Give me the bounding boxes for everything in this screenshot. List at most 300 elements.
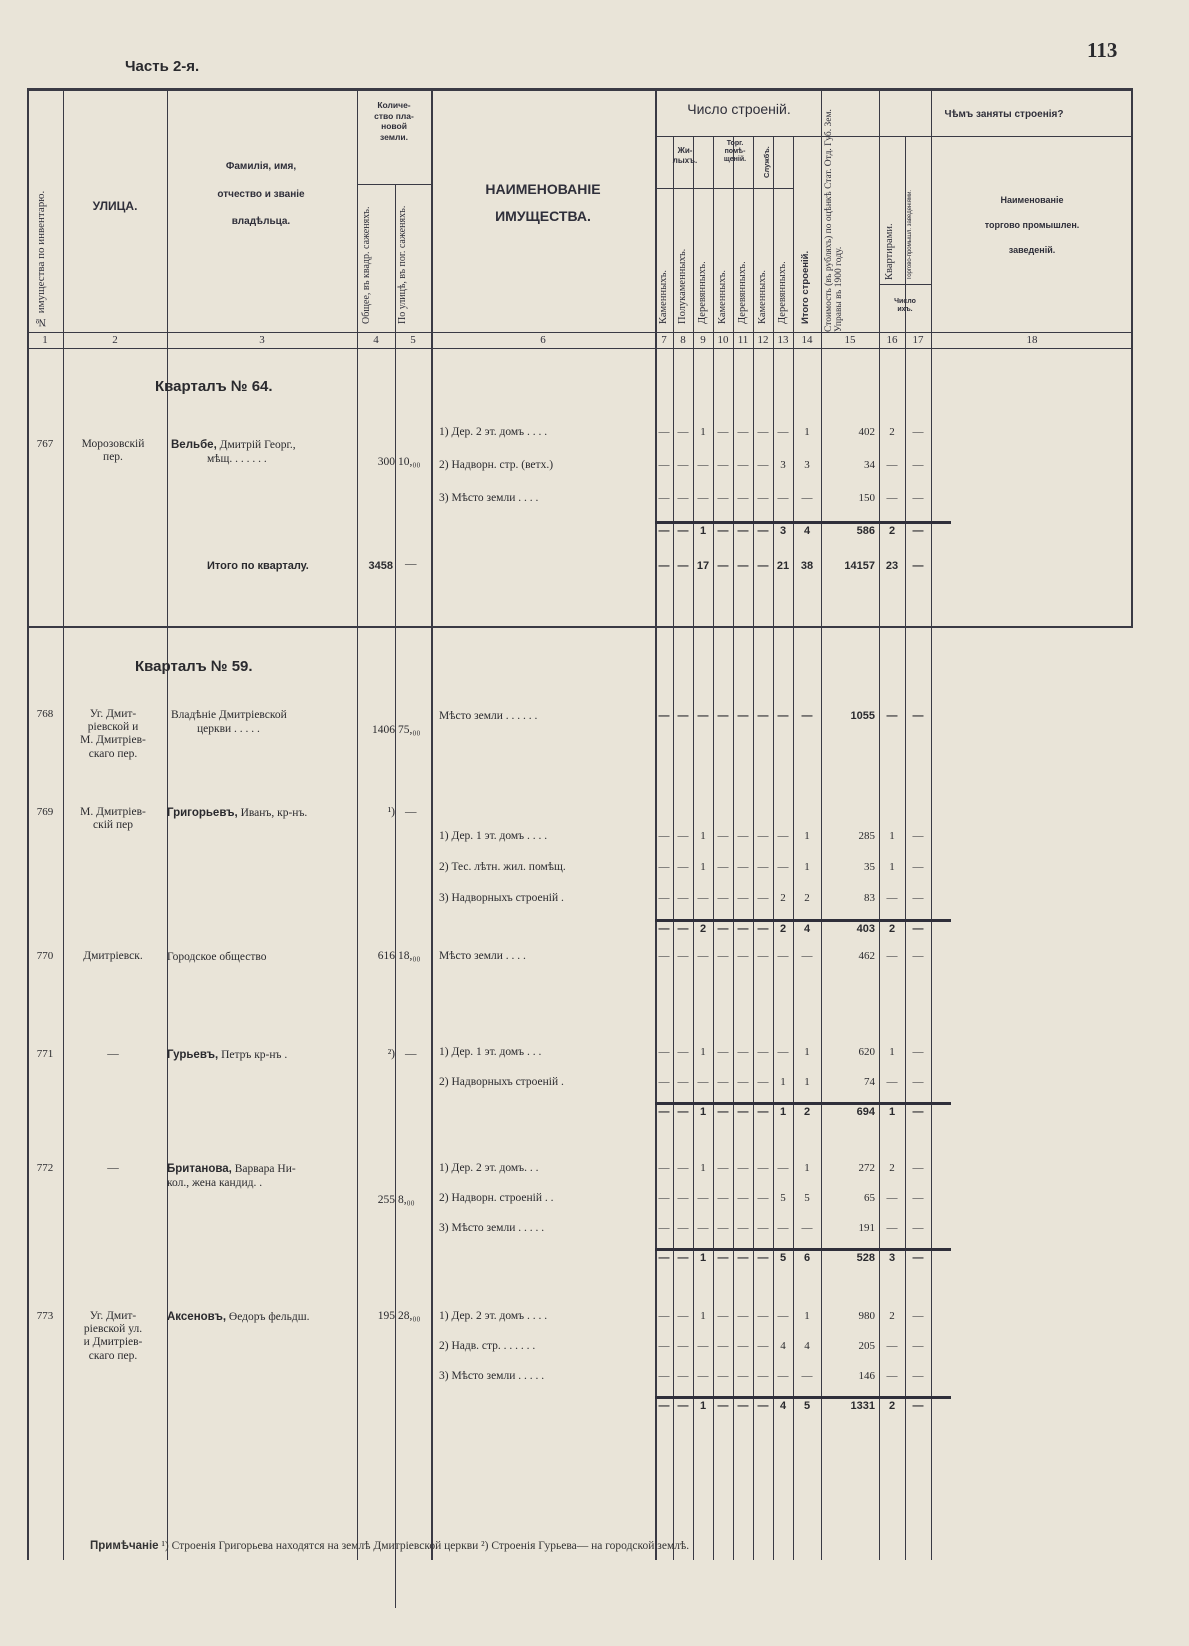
inv-772: 772 (36, 1162, 54, 1174)
column-number-10: 10 (717, 334, 729, 346)
e767-row3-c10: — (717, 492, 729, 504)
e772-row1-c11: — (737, 1162, 749, 1174)
e767-row1-c10: — (717, 426, 729, 438)
street-773-l1: Уг. Дмит- (89, 1310, 137, 1322)
column-number-1: 1 (42, 334, 48, 346)
e773-row3-c15: 146 (858, 1370, 875, 1382)
e767-row1-c9: 1 (700, 426, 706, 438)
e769-row1-c11: — (737, 830, 749, 842)
column-number-8: 8 (680, 334, 686, 346)
e770-row1-c9: — (697, 950, 709, 962)
owner-768-l2: церкви . . . . . (197, 723, 260, 736)
header-col3-line2: отчество и званіе (217, 188, 305, 200)
e771-total-c8: — (677, 1106, 689, 1118)
inv-770: 770 (36, 950, 54, 962)
e769-row3-c16: — (886, 892, 898, 904)
e771-row2-c7: — (658, 1076, 670, 1088)
land-subheader-rule (357, 184, 431, 185)
header-col16: Квартирами. (884, 223, 895, 280)
e767-total-rule (655, 521, 951, 524)
land-group-l2: ство пла- (374, 110, 414, 121)
e773-row2-c13: 4 (780, 1340, 786, 1352)
e768-row1-c12: — (757, 710, 769, 722)
e769-total-c15: 403 (856, 923, 875, 935)
e767-total-c8: — (677, 525, 689, 537)
e773-row3-c9: — (697, 1370, 709, 1382)
e772-total-c16: 3 (888, 1252, 896, 1264)
area-772: 255 (377, 1194, 395, 1206)
header-col5: По улицѣ, въ пог. саженяхъ. (397, 205, 408, 324)
e767-row1-c15: 402 (858, 426, 875, 438)
e771-row1-c13: — (777, 1046, 789, 1058)
e772-total-c15: 528 (856, 1252, 875, 1264)
e772-total-c7: — (658, 1252, 670, 1264)
e772-row1-c7: — (658, 1162, 670, 1174)
e771-total-c13: 1 (779, 1106, 787, 1118)
e773-total-c7: — (658, 1400, 670, 1412)
column-number-2: 2 (112, 334, 118, 346)
column-number-6: 6 (540, 334, 546, 346)
e769-total-c12: — (757, 923, 769, 935)
q64-total-c10: — (717, 560, 729, 572)
e771-row1-c15: 620 (858, 1046, 875, 1058)
e771-row1-c10: — (717, 1046, 729, 1058)
e773-row2-c9: — (697, 1340, 709, 1352)
column-number-3: 3 (259, 334, 265, 346)
e772-row3-c12: — (757, 1222, 769, 1234)
frame-top-rule (27, 88, 1133, 91)
e769-total-c13: 2 (779, 923, 787, 935)
area-770: 616 (377, 950, 395, 962)
e768-row1-c10: — (717, 710, 729, 722)
e771-row2-c15: 74 (864, 1076, 875, 1088)
e772-total-c8: — (677, 1252, 689, 1264)
owner-772-line2: кол., жена кандид. . (167, 1177, 263, 1190)
e768-row1-c14: — (801, 710, 813, 722)
e767-row1-c14: 1 (804, 426, 810, 438)
e767-row1-c8: — (677, 426, 689, 438)
living-l1: Жи- (677, 146, 693, 155)
e769-row2-c8: — (677, 861, 689, 873)
e771-total-c14: 2 (803, 1106, 811, 1118)
e770-row1-c17: — (912, 950, 924, 962)
col-rule-c5 (431, 88, 433, 1560)
e769-row1-c9: 1 (700, 830, 706, 842)
header-col11: Деревянныхъ. (737, 261, 748, 324)
frontage-769: — (405, 806, 417, 818)
occupied-subheader-rule (879, 136, 1133, 137)
street-769-l2: скій пер (93, 819, 133, 832)
e772-row3-c9: — (697, 1222, 709, 1234)
e769-row3-c10: — (717, 892, 729, 904)
q64-total-c15: 14157 (844, 560, 875, 572)
e773-row3-c14: — (801, 1370, 813, 1382)
frontage-771: — (405, 1048, 417, 1060)
owner-771-surname: Гурьевъ, (167, 1049, 219, 1061)
header-col9: Деревянныхъ. (697, 261, 708, 324)
q64-total-c14: 38 (800, 560, 814, 572)
e769-row3-c14: 2 (804, 892, 810, 904)
q64-total-c13: 21 (776, 560, 790, 572)
e773-row2-c8: — (677, 1340, 689, 1352)
e773-row1-c11: — (737, 1310, 749, 1322)
quarter-64-total-frontage: — (405, 558, 417, 570)
header-land-group (357, 100, 431, 143)
e769-row3-c15: 83 (864, 892, 875, 904)
e771-row2-c9: — (697, 1076, 709, 1088)
e769-total-rule (655, 919, 951, 922)
frontage-770: 18,₀₀ (398, 950, 421, 962)
owner-773-name: Өедоръ фельдш. (226, 1311, 310, 1323)
owner-769-surname: Григорьевъ, (167, 807, 238, 819)
area-767: 300 (377, 456, 395, 468)
e773-total-c16: 2 (888, 1400, 896, 1412)
trade-l3: щеній. (723, 156, 747, 164)
e773-row1-c17: — (912, 1310, 924, 1322)
e772-row2-c13: 5 (780, 1192, 786, 1204)
col-rule-c2 (167, 88, 168, 1560)
frame-right-rule (1131, 88, 1133, 628)
page-number: 113 (1087, 38, 1118, 62)
e767-row3-c7: — (658, 492, 670, 504)
header-col18 (931, 188, 1133, 264)
e767-row1-c13: — (777, 426, 789, 438)
street-767-l1: Морозовскій (81, 438, 145, 450)
e771-row1-property: 1) Дер. 1 эт. домъ . . . (439, 1046, 542, 1058)
e772-row3-c10: — (717, 1222, 729, 1234)
e772-row2-c7: — (658, 1192, 670, 1204)
e772-row1-c17: — (912, 1162, 924, 1174)
street-773-l2: ріевской ул. (83, 1323, 143, 1336)
e769-row1-c13: — (777, 830, 789, 842)
owner-773 (167, 1310, 355, 1324)
e767-row2-c13: 3 (780, 459, 786, 471)
street-768-l3: М. Дмитріев- (80, 734, 146, 747)
col-rule-c14 (821, 88, 822, 1560)
col-rule-c4 (395, 184, 396, 1608)
column-number-18: 18 (1026, 334, 1038, 346)
e773-row1-property: 1) Дер. 2 эт. домъ . . . . (439, 1310, 548, 1322)
owner-768-l1: Владѣніе Дмитріевской (171, 709, 287, 721)
e769-row1-c10: — (717, 830, 729, 842)
owner-771-name: Петръ кр-нъ . (218, 1049, 288, 1061)
header-col18-l2: торгово промышлен. (984, 220, 1080, 231)
street-767-l2: пер. (103, 451, 123, 464)
q64-total-c7: — (658, 560, 670, 572)
owner-768 (171, 708, 359, 737)
e773-row1-c14: 1 (804, 1310, 810, 1322)
e772-row3-c16: — (886, 1222, 898, 1234)
header-col12: Каменныхъ. (757, 269, 768, 324)
e769-row2-property: 2) Тес. лѣтн. жил. помѣщ. (439, 861, 566, 873)
e769-row3-c7: — (658, 892, 670, 904)
e769-total-c7: — (658, 923, 670, 935)
e772-row3-c7: — (658, 1222, 670, 1234)
street-770: Дмитріевск. (83, 950, 143, 962)
e772-row3-c14: — (801, 1222, 813, 1234)
e768-row1-c7: — (658, 710, 670, 722)
e769-row2-c12: — (757, 861, 769, 873)
header-col18-l1: Наименованіе (1000, 195, 1064, 205)
e772-row1-c12: — (757, 1162, 769, 1174)
e773-total-c17: — (912, 1400, 924, 1412)
column-number-17: 17 (912, 334, 924, 346)
e767-row1-property: 1) Дер. 2 эт. домъ . . . . (439, 426, 548, 438)
frontage-767: 10,₀₀ (398, 456, 421, 468)
quarter-64-title: Кварталъ № 64. (155, 378, 273, 395)
e772-total-c9: 1 (699, 1252, 707, 1264)
e773-row2-c16: — (886, 1340, 898, 1352)
header-col2: УЛИЦА. (92, 199, 138, 213)
e773-row2-c14: 4 (804, 1340, 810, 1352)
e767-row3-c8: — (677, 492, 689, 504)
e772-row1-c14: 1 (804, 1162, 810, 1174)
e767-row3-c12: — (757, 492, 769, 504)
e773-total-c14: 5 (803, 1400, 811, 1412)
e767-row2-c9: — (697, 459, 709, 471)
header-buildings-group: Число строеній. (687, 101, 791, 117)
e771-total-c7: — (658, 1106, 670, 1118)
e767-total-c16: 2 (888, 525, 896, 537)
e767-row1-c11: — (737, 426, 749, 438)
e771-row2-c13: 1 (780, 1076, 786, 1088)
e772-row3-property: 3) Мѣсто земли . . . . . (439, 1222, 545, 1234)
e769-row1-c17: — (912, 830, 924, 842)
e771-row1-c16: 1 (889, 1046, 895, 1058)
header-col13: Деревянныхъ. (777, 261, 788, 324)
area-768: 1406 (372, 724, 395, 736)
e771-row2-c17: — (912, 1076, 924, 1088)
e773-total-c9: 1 (699, 1400, 707, 1412)
e773-total-c8: — (677, 1400, 689, 1412)
e767-row3-property: 3) Мѣсто земли . . . . (439, 492, 539, 504)
header-col7: Каменныхъ. (658, 269, 669, 324)
street-771: — (107, 1048, 119, 1060)
e769-row2-c17: — (912, 861, 924, 873)
e773-row1-c8: — (677, 1310, 689, 1322)
street-768-l4: скаго пер. (88, 747, 138, 760)
e771-row2-c14: 1 (804, 1076, 810, 1088)
q64-total-c17: — (912, 560, 924, 572)
e767-row3-c16: — (886, 492, 898, 504)
e773-row3-c8: — (677, 1370, 689, 1382)
header-col3-line3: владѣльца. (231, 216, 291, 227)
e772-row2-c10: — (717, 1192, 729, 1204)
e769-row2-c13: — (777, 861, 789, 873)
e768-row1-c8: — (677, 710, 689, 722)
e773-row3-c11: — (737, 1370, 749, 1382)
col-rule-c13 (793, 136, 794, 1560)
e767-row3-c15: 150 (858, 492, 875, 504)
col-rule-c3 (357, 88, 358, 1560)
street-773-l3: и Дмитріев- (83, 1336, 143, 1349)
e767-row3-c9: — (697, 492, 709, 504)
header-col1: № имущества по инвентарю. (35, 190, 47, 328)
colnum-bottom-rule (27, 348, 1133, 349)
e769-row3-c11: — (737, 892, 749, 904)
e772-row2-c16: — (886, 1192, 898, 1204)
e772-row2-c9: — (697, 1192, 709, 1204)
e767-row2-c7: — (658, 459, 670, 471)
e771-total-c11: — (737, 1106, 749, 1118)
e771-row2-c12: — (757, 1076, 769, 1088)
e769-total-c10: — (717, 923, 729, 935)
e768-row1-c16: — (886, 710, 898, 722)
header-col17: Торгово-промышл. заведеніями. (907, 189, 913, 280)
e772-row1-property: 1) Дер. 2 эт. домъ. . . (439, 1162, 539, 1174)
e770-row1-c16: — (886, 950, 898, 962)
header-col18-l3: заведеній. (1008, 245, 1056, 256)
owner-767 (171, 438, 359, 467)
e773-row3-c17: — (912, 1370, 924, 1382)
street-773-l4: скаго пер. (88, 1349, 138, 1362)
column-number-15: 15 (844, 334, 856, 346)
header-col15: Стоимость (въ рубляхъ) по оцѣнкѣ Стат. Отд. Губ. Зем. Управы въ 1900 году. (824, 109, 844, 332)
e771-total-c10: — (717, 1106, 729, 1118)
e773-row2-c17: — (912, 1340, 924, 1352)
column-number-12: 12 (757, 334, 769, 346)
column-number-13: 13 (777, 334, 789, 346)
e769-row3-c8: — (677, 892, 689, 904)
header-col3-line1: Фамилія, имя, (225, 161, 297, 172)
e771-row1-c11: — (737, 1046, 749, 1058)
street-768 (63, 708, 163, 761)
e769-total-c17: — (912, 923, 924, 935)
e772-row3-c17: — (912, 1222, 924, 1234)
e772-row2-c11: — (737, 1192, 749, 1204)
street-769-l1: М. Дмитріев- (80, 806, 146, 818)
e772-row1-c8: — (677, 1162, 689, 1174)
col-rule-c17 (931, 88, 932, 1560)
street-773 (63, 1310, 163, 1363)
e771-row2-c16: — (886, 1076, 898, 1088)
e773-row2-c11: — (737, 1340, 749, 1352)
e773-row3-c12: — (757, 1370, 769, 1382)
e771-total-c12: — (757, 1106, 769, 1118)
footnote-text: ¹) Строенія Григорьева находятся на землѣ Дмитріевской церкви ²) Строенія Гурьева— на городской землѣ. (158, 1540, 690, 1552)
column-number-9: 9 (700, 334, 706, 346)
owner-769 (167, 806, 355, 820)
count-subheader-rule (879, 284, 931, 285)
e771-total-c17: — (912, 1106, 924, 1118)
column-number-5: 5 (410, 334, 416, 346)
owner-767-line2: мѣщ. . . . . . . (207, 453, 267, 466)
header-col6-l1: НАИМЕНОВАНІЕ (485, 181, 601, 197)
e767-row2-c15: 34 (864, 459, 875, 471)
header-col10: Каменныхъ. (717, 269, 728, 324)
owner-767-surname: Вельбе, (171, 439, 217, 451)
e767-row2-c8: — (677, 459, 689, 471)
e773-row1-c10: — (717, 1310, 729, 1322)
e772-row2-c8: — (677, 1192, 689, 1204)
e769-row3-c12: — (757, 892, 769, 904)
column-number-16: 16 (886, 334, 898, 346)
e767-row1-c7: — (658, 426, 670, 438)
col-rule-c16 (905, 136, 906, 1560)
e773-row3-c7: — (658, 1370, 670, 1382)
living-l2: лыхъ. (672, 155, 698, 165)
q64-total-c16: 23 (885, 560, 899, 572)
e772-total-c12: — (757, 1252, 769, 1264)
e772-total-c10: — (717, 1252, 729, 1264)
e767-row2-c17: — (912, 459, 924, 471)
e771-row1-c17: — (912, 1046, 924, 1058)
e770-row1-c12: — (757, 950, 769, 962)
e773-total-rule (655, 1396, 951, 1399)
header-col4: Общее, въ квадр. саженяхъ. (361, 206, 372, 324)
count-l2: ихъ. (897, 306, 913, 314)
land-group-l4: земли. (379, 131, 408, 142)
column-number-11: 11 (737, 334, 749, 346)
e771-total-rule (655, 1102, 951, 1105)
e769-row2-c9: 1 (700, 861, 706, 873)
owner-772-surname: Британова, (167, 1163, 232, 1175)
inv-773: 773 (36, 1310, 54, 1322)
area-773: 195 (377, 1310, 395, 1322)
e773-total-c10: — (717, 1400, 729, 1412)
inv-768: 768 (36, 708, 54, 720)
e770-row1-c7: — (658, 950, 670, 962)
owner-767-name: Дмитрій Георг., (216, 439, 296, 451)
inv-771: 771 (36, 1048, 54, 1060)
frontage-773: 28,₀₀ (398, 1310, 421, 1322)
e771-row1-c12: — (757, 1046, 769, 1058)
e767-row2-c12: — (757, 459, 769, 471)
e772-total-c13: 5 (779, 1252, 787, 1264)
e767-total-c11: — (737, 525, 749, 537)
e768-row1-c13: — (777, 710, 789, 722)
header-col14: Итого строеній. (800, 250, 811, 324)
e772-row1-c10: — (717, 1162, 729, 1174)
inventory-table (27, 88, 1133, 1560)
area-769: ¹) (387, 806, 395, 818)
footnote (90, 1540, 689, 1552)
page-header (0, 0, 1189, 90)
owner-772-name: Варвара Ни- (231, 1163, 296, 1175)
e773-row1-c16: 2 (889, 1310, 895, 1322)
e767-total-c14: 4 (803, 525, 811, 537)
e772-row1-c9: 1 (700, 1162, 706, 1174)
e771-row2-c8: — (677, 1076, 689, 1088)
e767-row2-property: 2) Надворн. стр. (ветх.) (439, 459, 554, 471)
e773-row1-c7: — (658, 1310, 670, 1322)
e769-total-c9: 2 (699, 923, 707, 935)
e772-row2-c14: 5 (804, 1192, 810, 1204)
prop-770: Мѣсто земли . . . . (439, 950, 526, 962)
e772-row2-property: 2) Надворн. строеній . . (439, 1192, 554, 1204)
e773-row2-property: 2) Надв. стр. . . . . . . (439, 1340, 536, 1352)
e768-row1-c17: — (912, 710, 924, 722)
e773-row2-c15: 205 (858, 1340, 875, 1352)
e770-row1-c8: — (677, 950, 689, 962)
e769-row1-c14: 1 (804, 830, 810, 842)
e767-total-c15: 586 (856, 525, 875, 537)
footnote-label: Примѣчаніе (90, 1540, 159, 1552)
header-col3 (167, 160, 355, 229)
frontage-768: 75,₀₀ (398, 724, 421, 736)
e773-row1-c13: — (777, 1310, 789, 1322)
q64-total-c12: — (757, 560, 769, 572)
owner-770: Городское общество (167, 951, 267, 963)
e769-row2-c16: 1 (889, 861, 895, 873)
q64-total-c11: — (737, 560, 749, 572)
e773-row2-c10: — (717, 1340, 729, 1352)
e769-row1-c15: 285 (858, 830, 875, 842)
e773-row1-c15: 980 (858, 1310, 875, 1322)
quarter-64-total-label: Итого по кварталу. (207, 560, 309, 572)
column-number-14: 14 (801, 334, 813, 346)
inv-769: 769 (36, 806, 54, 818)
